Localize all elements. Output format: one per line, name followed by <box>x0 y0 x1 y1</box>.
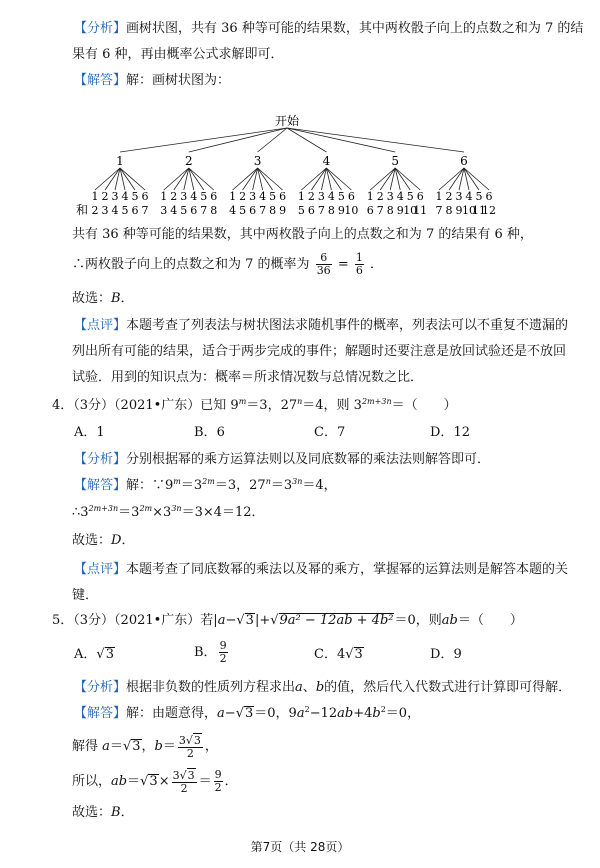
tree-leaf-label: 1 <box>366 190 374 203</box>
q4-answer-p4: ＝3 <box>270 478 293 493</box>
q4-option-a[interactable] <box>74 424 105 442</box>
tree-leaf-label: 2 <box>376 190 384 203</box>
tree-sum-label: 4 <box>111 204 119 217</box>
tree-sum-label: 6 <box>366 204 374 217</box>
q4-option-b[interactable] <box>194 424 225 442</box>
q4-option-d[interactable] <box>430 424 470 442</box>
tree-sum-label: 8 <box>210 204 218 217</box>
q5-option-a-radical: √ <box>96 647 105 662</box>
q4-answer-n: n <box>265 477 271 486</box>
q5-option-a[interactable] <box>74 646 115 664</box>
q4-answer-line1 <box>74 477 337 495</box>
tree-branch-label: 4 <box>322 154 331 168</box>
q4-choice-prefix: 故选： <box>72 533 112 548</box>
tree-sum-label: 6 <box>249 204 257 217</box>
tree-leaf-label: 6 <box>416 190 424 203</box>
q3-choice-letter: B <box>111 291 121 306</box>
q5-so-eq: ＝ <box>198 774 212 789</box>
q5-stem-prefix: 5．（3分）（2021•广东）若| <box>52 613 218 628</box>
q5-so-num <box>172 768 197 783</box>
q5-option-b-letter: B． <box>194 645 217 660</box>
q5-bar-plus: |+ <box>254 613 271 628</box>
tree-leaf-label: 4 <box>259 190 267 203</box>
q4-option-c-value: 7 <box>336 425 346 440</box>
tree-sum-label: 11 <box>413 204 428 217</box>
q3-answer-intro <box>74 72 230 90</box>
q4-choice <box>72 532 134 550</box>
q5-option-a-letter: A． <box>74 647 97 662</box>
tree-sum-label: 8 <box>445 204 453 217</box>
tree-branch-label: 1 <box>116 154 124 168</box>
tree-sum-label: 5 <box>121 204 129 217</box>
tree-leaf-label: 1 <box>297 190 305 203</box>
q5-analysis <box>74 679 571 697</box>
tree-leaf-label: 4 <box>327 190 335 203</box>
q5-stem-mid: ＝0，则 <box>394 613 442 628</box>
q5-so-num-radical: √ <box>179 769 187 782</box>
q4-choice-letter: D <box>111 533 122 548</box>
tree-leaf-label: 5 <box>406 190 414 203</box>
q5-so-radical: √ <box>140 774 149 789</box>
q4-line2-exp: 2m+3n <box>88 504 119 513</box>
q5-solve-den: 2 <box>186 747 194 760</box>
q4-analysis-text: 分别根据幂的乘方运算法则以及同底数幂的乘法法则解答即可． <box>126 452 491 467</box>
q5-analysis-p2: 、 <box>302 680 316 695</box>
q5-solve-num-radical: √ <box>185 734 193 747</box>
q3-choice-prefix: 故选： <box>72 291 112 306</box>
tree-leaf-label: 6 <box>485 190 493 203</box>
tree-sum-label: 8 <box>269 204 277 217</box>
tree-leaf-label: 5 <box>131 190 139 203</box>
tree-leaf-label: 3 <box>386 190 394 203</box>
q5-a: a <box>217 613 226 628</box>
tree-sum-label: 4 <box>170 204 178 217</box>
q4-answer-2m: 2m <box>202 477 215 486</box>
q5-solve-num-coef: 3 <box>178 734 186 747</box>
q4-comment-line1 <box>74 561 568 579</box>
q5-solve-num <box>178 733 203 748</box>
tree-leaf-label: 3 <box>317 190 325 203</box>
q3-analysis-line2: 果有 6 种，再由概率公式求解即可． <box>72 47 284 62</box>
q5-analysis-p3: 的值，然后代入代数式进行计算即可得解． <box>324 680 572 695</box>
q5-answer-p1: 解：由题意得， <box>126 706 218 721</box>
q4-exp-m: m <box>238 397 247 406</box>
tree-leaf-label: 1 <box>435 190 443 203</box>
q5-so-res-den: 2 <box>214 781 222 794</box>
q5-radicand: 9a² − 12ab + 4b² <box>279 613 394 628</box>
q4-exp-2m3n: 2m+3n <box>361 397 392 406</box>
tree-root-label: 开始 <box>274 114 300 128</box>
q4-stem-mid2: ＝4，则 3 <box>302 398 362 413</box>
q4-line2-p2: ＝3 <box>118 505 140 520</box>
q5-option-d-letter: D． <box>430 647 454 662</box>
tree-sum-label: 3 <box>101 204 109 217</box>
q4-exp-n: n <box>297 397 303 406</box>
q5-answer-b2: b <box>372 706 381 721</box>
tree-sum-label: 9 <box>396 204 404 217</box>
tree-sum-label: 7 <box>435 204 443 217</box>
q5-option-a-value: 3 <box>105 647 114 662</box>
q4-line2-p1: ∴3 <box>72 505 89 520</box>
q5-solve-p2: ＝ <box>109 739 123 754</box>
tree-leaf-label: 1 <box>160 190 168 203</box>
tree-sum-label: 9 <box>337 204 345 217</box>
q4-line2-p3: ×3 <box>152 505 172 520</box>
q5-stem <box>52 612 523 630</box>
answer-tag: 【解答】 <box>74 706 127 721</box>
q5-answer-radical: √ <box>235 706 244 721</box>
tree-leaf-label: 2 <box>170 190 178 203</box>
tree-sum-prefix: 和 <box>76 203 89 217</box>
q5-solve-num-sqrt: 3 <box>193 734 201 747</box>
q5-choice-prefix: 故选： <box>72 805 112 820</box>
q4-option-a-letter: A． <box>74 425 97 440</box>
tree-leaf-label: 6 <box>210 190 218 203</box>
q5-so-sqrt: 3 <box>149 774 158 789</box>
q5-answer-sqrt: 3 <box>245 706 254 721</box>
tree-leaf-label: 5 <box>337 190 345 203</box>
tree-branch-label: 5 <box>391 154 400 168</box>
tree-branch-label: 2 <box>184 154 193 168</box>
q5-answer-a: a <box>217 706 225 721</box>
q5-solve-line <box>72 733 218 761</box>
q5-choice-letter: B <box>111 805 121 820</box>
analysis-tag: 【分析】 <box>74 680 127 695</box>
tree-sum-label: 7 <box>376 204 384 217</box>
q4-option-c-letter: C． <box>314 425 337 440</box>
tree-leaf-label: 2 <box>101 190 109 203</box>
q4-answer-p5: ＝4， <box>302 478 337 493</box>
q5-answer-p4: −12 <box>309 706 338 721</box>
q4-answer-line2 <box>72 504 265 522</box>
q3-prob-end: ． <box>370 257 384 272</box>
q5-answer-sq1: 2 <box>304 705 310 714</box>
tree-root-edge <box>287 128 395 152</box>
q5-minus: − <box>225 613 237 628</box>
q3-choice-end: ． <box>120 291 134 306</box>
q5-so-times: × <box>158 774 170 789</box>
q3-comment-line1 <box>74 317 568 335</box>
q4-option-d-letter: D． <box>430 425 454 440</box>
tree-leaf-label: 2 <box>239 190 247 203</box>
q5-option-c-value: 3 <box>354 647 363 662</box>
tree-leaf-label: 3 <box>111 190 119 203</box>
q5-option-c[interactable] <box>314 646 364 664</box>
tree-leaf-label: 1 <box>91 190 99 203</box>
answer-tag: 【解答】 <box>74 73 127 88</box>
tree-leaf-label: 5 <box>475 190 483 203</box>
q4-line2-p4: ＝3×4＝12． <box>181 505 265 520</box>
q5-option-b-frac <box>219 640 228 665</box>
q5-option-c-coef: 4 <box>336 647 346 662</box>
q3-prob-eq: = <box>337 257 349 272</box>
q5-option-c-letter: C． <box>314 647 337 662</box>
tree-leaf-label: 1 <box>229 190 237 203</box>
tree-root-edge <box>287 128 464 152</box>
comment-tag: 【点评】 <box>74 318 127 333</box>
q3-frac2-num: 1 <box>355 251 363 264</box>
q5-solve-p3: ， <box>141 739 155 754</box>
q3-frac1-num: 6 <box>316 252 332 265</box>
q5-answer-ab: ab <box>337 706 354 721</box>
q5-solve-p1: 解得 <box>72 739 99 754</box>
comment-tag: 【点评】 <box>74 562 127 577</box>
q5-solve-sqrt: 3 <box>132 739 141 754</box>
q3-comment-text1: 本题考查了列表法与树状图法求随机事件的概率，列表法可以不重复不遗漏的 <box>126 318 569 333</box>
q4-answer-m: m <box>173 477 181 486</box>
q3-prob-frac1 <box>316 252 332 277</box>
q5-analysis-p1: 根据非负数的性质列方程求出 <box>126 680 296 695</box>
tree-leaf-label: 6 <box>347 190 355 203</box>
tree-sum-label: 4 <box>229 204 237 217</box>
q3-comment-line2: 列出所有可能的结果，适合于两步完成的事件；解题时还要注意是放回试验还是不放回 <box>72 344 567 359</box>
q3-analysis-text1: 画树状图，共有 36 种等可能的结果数，其中两枚骰子向上的点数之和为 7 的结 <box>126 21 584 36</box>
q5-so-res-num: 9 <box>214 768 222 781</box>
q5-so-end: ． <box>224 774 238 789</box>
tree-sum-label: 12 <box>482 204 496 217</box>
tree-leaf-label: 4 <box>190 190 198 203</box>
tree-sum-label: 7 <box>259 204 267 217</box>
q5-radical-sign-1: √ <box>236 613 245 628</box>
q3-result-line: 共有 36 种等可能的结果数，其中两枚骰子向上的点数之和为 7 的结果有 6 种， <box>72 227 533 242</box>
tree-sum-label: 7 <box>317 204 325 217</box>
tree-sum-label: 5 <box>297 204 305 217</box>
q5-solve-b: b <box>154 739 163 754</box>
q5-solve-radical: √ <box>122 739 132 754</box>
tree-sum-label: 6 <box>190 204 198 217</box>
q3-prob-prefix: ∴两枚骰子向上的点数之和为 7 的概率为 <box>72 257 310 272</box>
tree-leaf-label: 2 <box>445 190 453 203</box>
q5-answer-p2: − <box>224 706 236 721</box>
tree-diagram <box>72 110 532 230</box>
q4-comment-line2: 键． <box>72 588 99 603</box>
q5-answer-sq2: 2 <box>380 705 386 714</box>
q5-option-b[interactable] <box>194 640 230 666</box>
tree-branch-label: 3 <box>253 154 262 168</box>
tree-sum-label: 2 <box>91 204 99 217</box>
q4-stem-end: ＝（ ） <box>391 398 457 413</box>
q4-option-b-value: 6 <box>216 425 225 440</box>
tree-sum-label: 9 <box>455 204 463 217</box>
tree-leaf-label: 5 <box>269 190 277 203</box>
q4-analysis <box>74 451 490 469</box>
q5-so-frac <box>172 768 197 795</box>
tree-leaf-label: 4 <box>465 190 473 203</box>
q5-analysis-a: a <box>295 680 303 695</box>
q5-sqrt3: 3 <box>245 613 254 628</box>
q4-answer-3n: 3n <box>292 477 303 486</box>
q5-solve-end: ， <box>204 739 218 754</box>
q5-option-d-value: 9 <box>453 647 462 662</box>
tree-sum-label: 6 <box>131 204 139 217</box>
q5-so-line <box>72 768 238 796</box>
tree-sum-label: 6 <box>307 204 315 217</box>
q5-so-p2: ＝ <box>127 774 141 789</box>
q4-choice-end: ． <box>121 533 135 548</box>
tree-leaf-label: 3 <box>455 190 463 203</box>
q4-answer-p1: 解：∵9 <box>126 478 174 493</box>
q4-answer-p3: ＝3，27 <box>214 478 266 493</box>
tree-sum-label: 8 <box>386 204 394 217</box>
q5-choice-end: ． <box>120 805 134 820</box>
q4-option-c[interactable] <box>314 424 345 442</box>
tree-root-edge <box>287 128 326 152</box>
q5-so-num-sqrt: 3 <box>187 769 195 782</box>
q4-stem-mid1: ＝3，27 <box>246 398 298 413</box>
q5-ab: ab <box>441 613 458 628</box>
answer-tag: 【解答】 <box>74 478 127 493</box>
q4-stem-prefix: 4．（3分）（2021•广东）已知 9 <box>52 398 239 413</box>
q5-so-den: 2 <box>180 782 188 795</box>
q5-analysis-b: b <box>315 680 325 695</box>
q5-option-c-radical: √ <box>345 647 354 662</box>
analysis-tag: 【分析】 <box>74 21 127 36</box>
tree-sum-label: 11 <box>472 204 486 217</box>
tree-sum-label: 9 <box>279 204 287 217</box>
q4-line2-2m: 2m <box>139 504 153 513</box>
q3-frac2-den: 6 <box>355 264 363 277</box>
tree-leaf-label: 3 <box>180 190 188 203</box>
tree-sum-label: 10 <box>403 204 418 217</box>
q4-option-a-value: 1 <box>96 425 105 440</box>
q5-option-b-num: 9 <box>219 639 227 652</box>
q3-answer-intro-text: 解：画树状图为： <box>126 73 231 88</box>
q5-stem-end: ＝（ ） <box>457 613 523 628</box>
q5-solve-p4: ＝ <box>162 739 176 754</box>
q5-solve-frac <box>178 733 203 760</box>
analysis-tag: 【分析】 <box>74 452 127 467</box>
q5-so-ab: ab <box>111 774 128 789</box>
q5-so-num-coef: 3 <box>172 769 180 782</box>
q5-answer-p6: ＝0， <box>385 706 421 721</box>
tree-sum-label: 5 <box>180 204 188 217</box>
q5-choice <box>72 804 134 822</box>
q3-frac1-den: 36 <box>316 264 331 277</box>
q4-comment-text1: 本题考查了同底数幂的乘法以及幂的乘方，掌握幂的运算法则是解答本题的关 <box>126 562 569 577</box>
tree-sum-label: 7 <box>200 204 208 217</box>
tree-leaf-label: 6 <box>141 190 149 203</box>
tree-sum-label: 5 <box>239 204 247 217</box>
tree-leaf-label: 2 <box>307 190 315 203</box>
q3-analysis-line1 <box>74 20 583 38</box>
q5-answer-p5: +4 <box>353 706 373 721</box>
tree-leaf-label: 4 <box>396 190 404 203</box>
q5-so-p1: 所以， <box>72 774 112 789</box>
q3-prob-frac2 <box>355 252 364 277</box>
tree-leaf-label: 3 <box>249 190 257 203</box>
q3-choice <box>72 290 134 308</box>
tree-leaf-label: 6 <box>279 190 287 203</box>
q5-radical-sign-2: √ <box>270 613 279 628</box>
tree-branch-label: 6 <box>460 154 468 168</box>
q3-comment-line3: 试验．用到的知识点为：概率＝所求情况数与总情况数之比． <box>72 370 424 385</box>
tree-sum-label: 10 <box>344 204 359 217</box>
q5-answer-a2: a <box>296 706 305 721</box>
tree-sum-label: 7 <box>141 204 149 217</box>
q5-answer-p3: ＝0，9 <box>254 706 297 721</box>
page-footer: 第7页（共 28页） <box>250 840 350 854</box>
q5-solve-a: a <box>102 739 110 754</box>
q4-answer-p2: ＝3 <box>180 478 203 493</box>
q5-option-b-den: 2 <box>219 652 227 665</box>
q4-option-d-value: 12 <box>453 425 470 440</box>
tree-sum-label: 10 <box>462 204 476 217</box>
q4-stem <box>52 397 457 415</box>
tree-leaf-label: 5 <box>200 190 208 203</box>
q5-so-res-frac <box>214 769 223 794</box>
tree-sum-label: 3 <box>160 204 168 217</box>
q3-prob-line <box>72 252 383 278</box>
q5-answer-line1 <box>74 705 420 723</box>
tree-sum-label: 8 <box>327 204 335 217</box>
tree-leaf-label: 4 <box>121 190 129 203</box>
q4-option-b-letter: B． <box>194 425 217 440</box>
q4-line2-3n: 3n <box>171 504 182 513</box>
q5-option-d[interactable] <box>430 646 462 664</box>
